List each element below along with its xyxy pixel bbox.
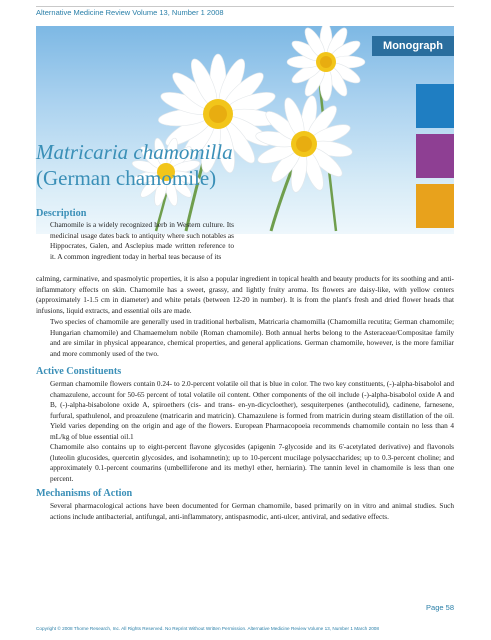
chamomile-flowers-image bbox=[36, 26, 454, 234]
page-number: Page 58 bbox=[426, 603, 454, 612]
chamomile-photo-banner bbox=[36, 26, 454, 234]
color-swatch-orange bbox=[416, 184, 454, 228]
heading-mechanisms: Mechanisms of Action bbox=[36, 488, 133, 499]
color-swatch-blue bbox=[416, 84, 454, 128]
constituents-paragraph-2 bbox=[36, 442, 454, 484]
journal-header: Alternative Medicine Review Volume 13, Number 1 2008 bbox=[36, 8, 224, 17]
title-common: (German chamomile) bbox=[36, 166, 217, 190]
heading-description: Description bbox=[36, 208, 87, 219]
constituents-p1-text: German chamomile flowers contain 0.24- to 2.0-percent volatile oil that is blue in color. The two key constituents, (-)-alpha-bisabolol and chamazulene, account for 50-65 percent of total volatile oil content. Other components of the oil include (-)-alpha-bisabolol oxide A and B, (-)-alpha-bisabolone oxide A, spiroethers (cis- and trans- en-yn-dicycloether), sesquiterpenes (anthecotulid), cadinene, farnesene, furfural, spathulenol, and proazulene (matricarin and matricin). Chamazulene is formed from matricin during steam distillation of the oil. Yield varies depending on the origin and age of the flowers. European Pharmacopoeia recommends chamomile contain no less than 4 mL/kg of blue essential oil.1 bbox=[50, 379, 454, 441]
description-paragraph-narrow bbox=[36, 220, 234, 262]
copyright-notice: Copyright © 2008 Thorne Research, Inc. All Rights Reserved. No Reprint Without Written Permission. Alternative Medicine Review Volume 13, Number 1 March 2008 bbox=[36, 626, 380, 631]
title-latin: Matricaria chamomilla bbox=[36, 140, 233, 164]
header-rule bbox=[36, 6, 454, 7]
constituents-paragraph-1 bbox=[36, 379, 454, 443]
description-paragraph-2 bbox=[36, 317, 454, 359]
constituents-p2-text: Chamomile also contains up to eight-percent flavone glycosides (apigenin 7-glycoside and its 6'-acetylated derivative) and flavonols (luteolin glucosides, quercetin glycosides, and isohamnetin); up to 10-percent mucilage polysaccharides; up to 0.3-percent choline; and approximately 0.1-percent coumarins (umbelliferone and its methyl ether, herniarin). The tannin level in chamomile is less than one percent. bbox=[50, 442, 454, 483]
description-p1-narrow-text: Chamomile is a widely recognized herb in Western culture. Its medicinal usage dates back to antiquity where such notables as Hippocrates, Galen, and Asclepius made written reference to it. A common ingredient today in herbal teas because of its bbox=[50, 220, 234, 261]
heading-active-constituents: Active Constituents bbox=[36, 366, 122, 377]
mechanisms-paragraph-1 bbox=[36, 501, 454, 522]
description-p2-text: Two species of chamomile are generally used in traditional herbalism, Matricaria chamomilla (Chamomilla recutita; German chamomile; Hungarian chamomile) and Chamaemelum nobile (Roman chamomile). Both annual herbs belong to the Asteraceae/Compositae family and are similar in physical appearance, chemical properties, and general applications. German chamomile, however, is the more familiar and more commonly used of the two. bbox=[50, 317, 454, 358]
description-paragraph-wide: calming, carminative, and spasmolytic properties, it is also a popular ingredient in topical health and beauty products for its soothing and anti-inflammatory effects on skin. Chamomile has a sweet, grassy, and lightly fruity aroma. Its flowers are daisy-like, with yellow centers (approximately 1-1.5 cm in diameter) and white petals (between 12-20 in number). It is from the plant's fresh and dried flower heads that infusions, liquid extracts, and essential oils are made. bbox=[36, 274, 454, 315]
color-swatch-purple bbox=[416, 134, 454, 178]
mechanisms-p1-text: Several pharmacological actions have been documented for German chamomile, based primarily on in vitro and animal studies. Such actions include antibacterial, antifungal, anti-inflammatory, antispasmodic, anti-ulcer, antiviral, and sedative effects. bbox=[50, 501, 454, 521]
monograph-label: Monograph bbox=[372, 36, 454, 56]
